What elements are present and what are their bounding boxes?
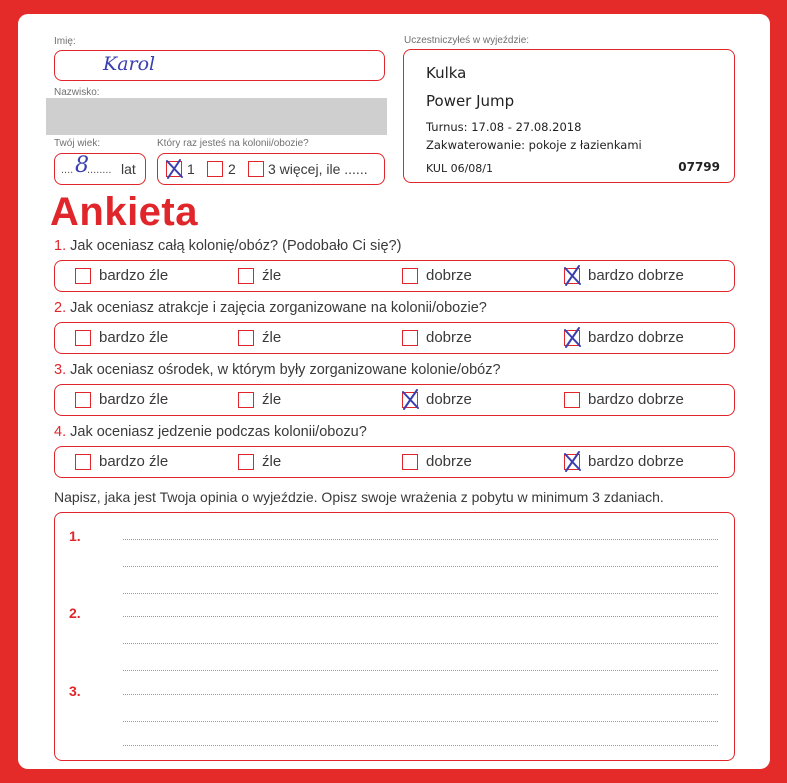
question-label: Jak oceniasz jedzenie podczas kolonii/obozu? [70, 424, 367, 440]
rating-option-label: bardzo źle [99, 453, 169, 470]
trip-program: Power Jump [426, 92, 515, 110]
writing-line [123, 643, 718, 644]
question-4-options [54, 446, 735, 478]
times-checkbox-1[interactable] [166, 161, 182, 177]
rating-checkbox[interactable] [402, 392, 418, 408]
opinion-number-3: 3. [69, 683, 81, 699]
surname-label: Nazwisko: [54, 87, 100, 98]
opinion-number-2: 2. [69, 605, 81, 621]
rating-checkbox[interactable] [564, 454, 580, 470]
times-checkbox-2[interactable] [207, 161, 223, 177]
writing-line [123, 745, 718, 746]
rating-checkbox[interactable] [402, 268, 418, 284]
rating-option-label: bardzo dobrze [588, 453, 684, 470]
rating-checkbox[interactable] [564, 268, 580, 284]
question-number: 4. [54, 424, 67, 440]
check-mark-icon [164, 158, 186, 180]
name-field[interactable] [54, 50, 385, 81]
rating-checkbox[interactable] [238, 268, 254, 284]
question-2-text [54, 300, 487, 316]
rating-option-label: bardzo źle [99, 267, 169, 284]
times-checkbox-3[interactable] [248, 161, 264, 177]
age-dots-right: ........ [87, 164, 112, 176]
rating-option-label: źle [262, 391, 282, 408]
check-mark-icon [400, 389, 422, 411]
rating-checkbox[interactable] [238, 454, 254, 470]
rating-checkbox[interactable] [75, 330, 91, 346]
question-1-options [54, 260, 735, 292]
question-label: Jak oceniasz ośrodek, w którym były zorganizowane kolonie/obóz? [70, 362, 501, 378]
rating-checkbox[interactable] [238, 330, 254, 346]
rating-option-label: bardzo dobrze [588, 267, 684, 284]
rating-option-label: bardzo dobrze [588, 329, 684, 346]
page-title: Ankieta [50, 190, 198, 234]
rating-checkbox[interactable] [564, 392, 580, 408]
question-1-text [54, 238, 401, 254]
writing-line [123, 694, 718, 695]
times-option-1: 1 [187, 161, 195, 177]
times-option-3: 3 więcej, ile ...... [268, 161, 368, 177]
opinion-prompt: Napisz, jaka jest Twoja opinia o wyjeździe. Opisz swoje wrażenia z pobytu w minimum 3 zdaniach. [54, 489, 664, 505]
rating-option-label: bardzo dobrze [588, 391, 684, 408]
rating-option-label: bardzo źle [99, 391, 169, 408]
writing-line [123, 593, 718, 594]
rating-checkbox[interactable] [402, 330, 418, 346]
trip-label: Uczestniczyłeś w wyjeździe: [404, 35, 530, 46]
writing-line [123, 566, 718, 567]
times-option-2: 2 [228, 161, 236, 177]
question-2-options [54, 322, 735, 354]
rating-option-label: dobrze [426, 329, 472, 346]
trip-code: KUL 06/08/1 [426, 162, 493, 175]
question-label: Jak oceniasz całą kolonię/obóz? (Podobało Ci się?) [70, 238, 402, 254]
age-handwriting: 8 [75, 153, 89, 178]
trip-name: Kulka [426, 64, 467, 82]
check-mark-icon [562, 327, 584, 349]
opinion-box[interactable] [54, 512, 735, 761]
opinion-number-1: 1. [69, 528, 81, 544]
check-mark-icon [562, 451, 584, 473]
rating-checkbox[interactable] [75, 392, 91, 408]
rating-option-label: dobrze [426, 453, 472, 470]
rating-checkbox[interactable] [238, 392, 254, 408]
trip-number: 07799 [678, 160, 720, 174]
rating-option-label: źle [262, 329, 282, 346]
writing-line [123, 616, 718, 617]
writing-line [123, 539, 718, 540]
question-3-options [54, 384, 735, 416]
question-label: Jak oceniasz atrakcje i zajęcia zorganizowane na kolonii/obozie? [70, 300, 487, 316]
rating-option-label: źle [262, 453, 282, 470]
age-unit: lat [121, 161, 136, 177]
rating-option-label: dobrze [426, 267, 472, 284]
surname-redaction [46, 98, 387, 135]
rating-checkbox[interactable] [75, 454, 91, 470]
writing-line [123, 721, 718, 722]
rating-checkbox[interactable] [75, 268, 91, 284]
check-mark-icon [562, 265, 584, 287]
survey-sheet [18, 14, 770, 769]
question-number: 2. [54, 300, 67, 316]
question-number: 3. [54, 362, 67, 378]
times-label: Który raz jesteś na kolonii/obozie? [157, 138, 309, 149]
times-field [157, 153, 385, 185]
rating-option-label: źle [262, 267, 282, 284]
rating-option-label: dobrze [426, 391, 472, 408]
question-4-text [54, 424, 367, 440]
age-label: Twój wiek: [54, 138, 101, 149]
rating-checkbox[interactable] [402, 454, 418, 470]
rating-checkbox[interactable] [564, 330, 580, 346]
trip-turnus: Turnus: 17.08 - 27.08.2018 [426, 120, 582, 134]
age-dots-left: .... [61, 164, 74, 176]
question-3-text [54, 362, 501, 378]
rating-option-label: bardzo źle [99, 329, 169, 346]
name-label: Imię: [54, 36, 76, 47]
trip-accommodation: Zakwaterowanie: pokoje z łazienkami [426, 138, 642, 152]
trip-box [403, 49, 735, 183]
name-handwriting: Karol [103, 53, 156, 75]
writing-line [123, 670, 718, 671]
age-field[interactable] [54, 153, 146, 185]
question-number: 1. [54, 238, 67, 254]
